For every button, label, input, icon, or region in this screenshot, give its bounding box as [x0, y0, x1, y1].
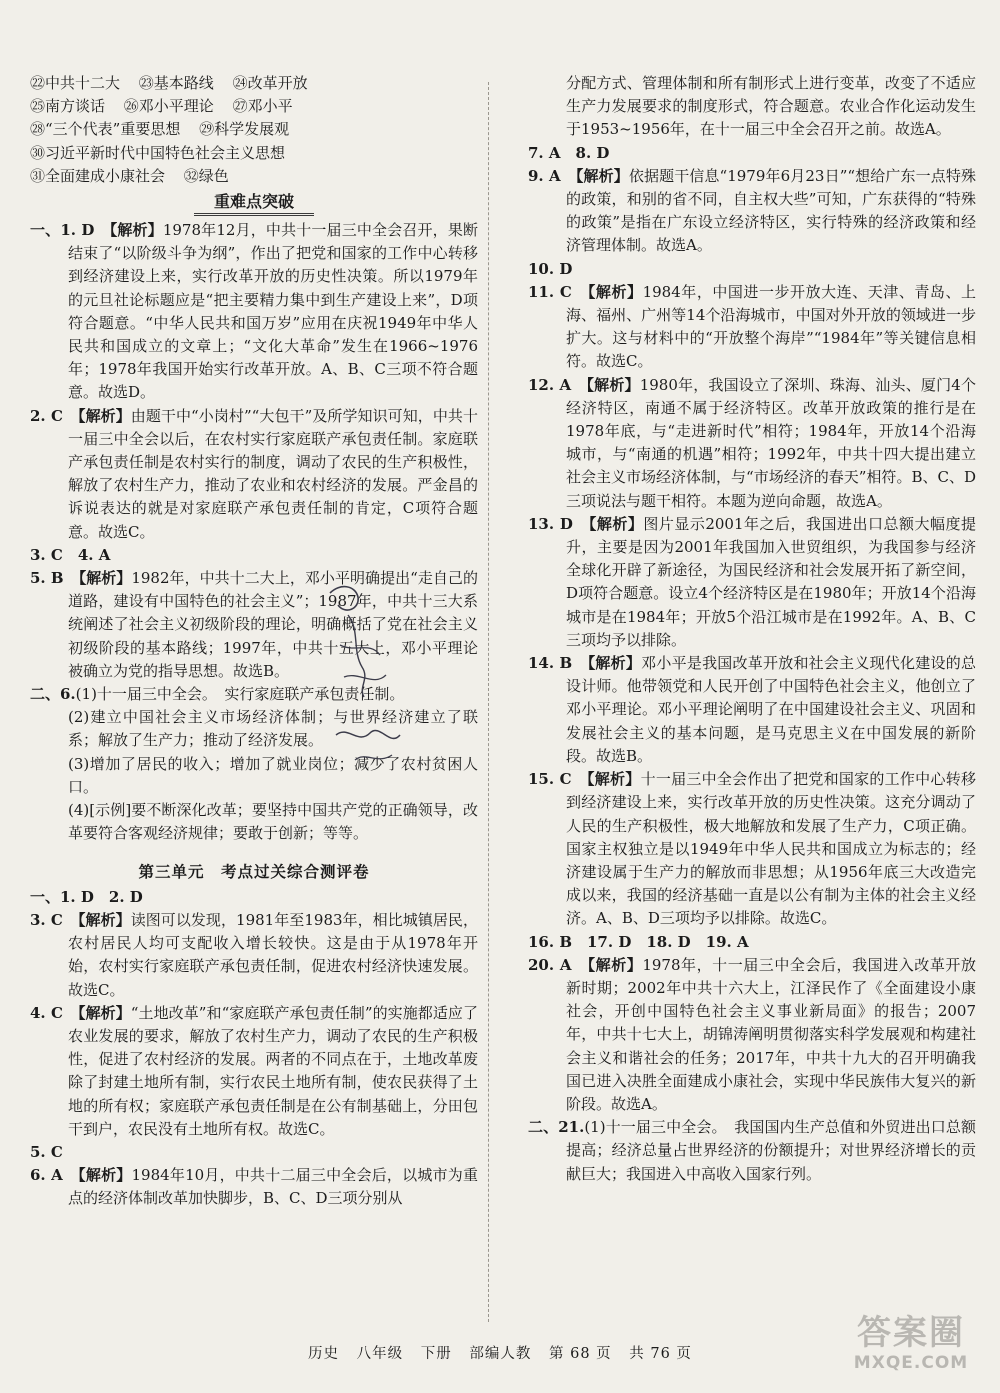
terms-row-4	[30, 142, 478, 165]
term: ㉔改革开放	[232, 74, 308, 92]
answer-item: 二、21.(1)十一届三中全会。 我国国内生产总值和外贸进出口总额提高；经济总量占世界经济的份额提升；对世界经济增长的贡献巨大；我国进入中高收入国家行列。	[528, 1118, 976, 1183]
term: ㉛全面建成小康社会	[30, 166, 166, 185]
answer-item: 3. C 4. A	[30, 545, 111, 564]
answer-subline: (4)[示例]要不断深化改革；要坚持中国共产党的正确领导，改革要符合客观经济规律；要敢于创新；等等。	[68, 801, 478, 843]
footer-grade: 八年级	[356, 1346, 404, 1362]
footer-volume: 下册	[420, 1346, 452, 1362]
answer-subline: (3)增加了居民的收入；增加了就业岗位；减少了农村贫困人口。	[68, 754, 478, 796]
unit-title: 第三单元 考点过关综合测评卷	[138, 861, 370, 881]
answer-item: 2. C 【解析】由题干中“小岗村”“大包干”及所学知识可知，中共十一届三中全会以后，在农村实行家庭联产承包责任制。家庭联产承包责任制是农村实行的制度，调动了农民的生产积极性，解放了农村生产力，推动了农业和农村经济的发展。严金昌的诉说表达的就是对家庭联产承包责任制的肯定，C项符合题意。故选C。	[30, 406, 478, 541]
answer-item: 14. B 【解析】邓小平是我国改革开放和社会主义现代化建设的总设计师。他带领党和人民开创了中国特色社会主义，他创立了邓小平理论。邓小平理论阐明了在中国建设社会主义、巩固和发展社会主义的基本问题，是马克思主义在中国发展的新阶段。故选B。	[528, 654, 976, 765]
term: ㉓基本路线	[138, 74, 214, 92]
key-terms-list	[30, 72, 478, 188]
term: ㉒中共十二大	[30, 74, 121, 92]
footer-page: 第 68 页	[548, 1346, 612, 1362]
answer-item: 15. C 【解析】十一届三中全会作出了把党和国家的工作中心转移到经济建设上来，实行改革开放的历史性决策。这充分调动了人民的生产积极性，极大地解放和发展了生产力，C项正确。国家主权独立是以1949年中华人民共和国成立为标志的；经济建设属于生产力的解放而非思想；从1956年底三大改造完成以来，我国的经济基础一直是以公有制为主体的社会主义经济。A、B、D三项均予以排除。故选C。	[528, 770, 976, 928]
right-column	[528, 72, 976, 1186]
answer-item: 3. C 【解析】读图可以发现，1981年至1983年，相比城镇居民，农村居民人均可支配收入增长较快。这是由于从1978年开始，农村实行家庭联产承包责任制，促进农村经济快速发展。故选C。	[30, 910, 478, 999]
term: ㉙科学发展观	[199, 120, 290, 139]
answer-item: 二、6.(1)十一届三中全会。 实行家庭联产承包责任制。	[30, 685, 405, 704]
answer-item: 16. B 17. D 18. D 19. A	[528, 932, 749, 951]
column-divider	[488, 82, 489, 1322]
answer-item: 11. C 【解析】1984年，中国进一步开放大连、天津、青岛、上海、福州、广州等14个沿海城市，中国对外开放的领域进一步扩大。这与材料中的“开放整个海岸”“1984年”等关键信息相符。故选C。	[528, 282, 976, 371]
answer-item: 9. A 【解析】依据题干信息“1979年6月23日”“想给广东一点特殊的政策，和别的省不同，自主权大些”可知，广东获得的“特殊的政策”是指在广东设立经济特区，实行特殊的经济政策和经济管理体制。故选A。	[528, 166, 976, 255]
answer-subline: (2)建立中国社会主义市场经济体制；与世界经济建立了联系；解放了生产力；推动了经济发展。	[68, 708, 478, 750]
answer-item: 4. C 【解析】“土地改革”和“家庭联产承包责任制”的实施都适应了农业发展的要求，解放了农村生产力，调动了农民的生产积极性，促进了农村经济的发展。两者的不同点在于，土地改革废除了封建土地所有制，实行农民土地所有制，使农民获得了土地的所有权；家庭联产承包责任制是在公有制基础上，分田包干到户，农民没有土地所有权。故选C。	[30, 1003, 478, 1138]
handwritten-pen-marks	[300, 575, 450, 775]
footer-total: 共 76 页	[629, 1346, 692, 1362]
answer-item: 5. B 【解析】1982年，中共十二大上，邓小平明确提出“走自己的道路，建设有中国特色的社会主义”；1987年，中共十三大系统阐述了社会主义初级阶段的理论，明确概括了党在社会主义初级阶段的基本路线；1997年，中共十五大上，邓小平理论被确立为党的指导思想。故选B。	[30, 569, 478, 680]
term: ㉖邓小平理论	[123, 97, 214, 116]
answer-item: 7. A 8. D	[528, 143, 610, 162]
terms-row-1	[30, 72, 478, 95]
footer-edition: 部编人教	[469, 1346, 532, 1362]
terms-row-5	[30, 165, 478, 188]
section-heading: 重难点突破	[194, 190, 314, 216]
answer-item: 12. A 【解析】1980年，我国设立了深圳、珠海、汕头、厦门4个经济特区，南通不属于经济特区。改革开放政策的推行是在1978年底，与“走进新时代”相符；1984年，开放14个沿海城市，与“南通的机遇”相符；1992年，中共十四大提出建立社会主义市场经济体制，与“市场经济的春天”相符。B、C、D三项说法与题干相符。本题为逆向命题，故选A。	[528, 375, 976, 510]
answer-item: 10. D	[528, 259, 573, 278]
term: ㉕南方谈话	[30, 97, 106, 116]
term: ㉜绿色	[183, 166, 229, 185]
footer-subject: 历史	[308, 1346, 340, 1362]
term: ㉘“三个代表”重要思想	[30, 120, 181, 139]
term: ㉚习近平新时代中国特色社会主义思想	[30, 143, 286, 162]
watermark-logo: 答案圈 MXQE.COM	[853, 1313, 969, 1373]
answer-item: 13. D 【解析】图片显示2001年之后，我国进出口总额大幅度提升，主要是因为2001年我国加入世贸组织，为我国参与经济全球化开辟了新途径，为国民经济和社会发展开拓了新空间，D项符合题意。设立4个经济特区是在1980年；开放14个沿海城市是在1984年；开放5个沿江城市是在1992年。A、B、C三项均予以排除。	[528, 514, 976, 649]
terms-row-2	[30, 95, 478, 118]
terms-row-3	[30, 118, 478, 141]
answer-item: 6. A 【解析】1984年10月，中共十二届三中全会后，以城市为重点的经济体制改革加快脚步，B、C、D三项分别从	[30, 1166, 478, 1208]
answer-item: 5. C	[30, 1142, 63, 1161]
term: ㉗邓小平	[232, 97, 293, 116]
answer-continuation: 分配方式、管理体制和所有制形式上进行变革，改变了不适应生产力发展要求的制度形式，符合题意。农业合作化运动发生于1953~1956年，在十一届三中全会召开之前。故选A。	[566, 74, 976, 139]
answer-item: 一、1. D 2. D	[30, 887, 143, 906]
answer-item: 一、1. D 【解析】1978年12月，中共十一届三中全会召开，果断结束了“以阶级斗争为纲”，作出了把党和国家的工作中心转移到经济建设上来，实行改革开放的历史性决策。所以1979年的元旦社论标题应是“把主要精力集中到生产建设上来”，D项符合题意。“中华人民共和国万岁”应用在庆祝1949年中华人民共和国成立的文章上；“文化大革命”发生在1966~1976年；1978年我国开始实行改革开放。A、B、C三项不符合题意。故选D。	[30, 221, 478, 402]
answer-item: 20. A 【解析】1978年，十一届三中全会后，我国进入改革开放新时期；2002年中共十六大上，江泽民作了《全面建设小康社会，开创中国特色社会主义事业新局面》的报告；2007年，中共十七大上，胡锦涛阐明贯彻落实科学发展观和构建社会主义和谐社会的任务；2017年，中共十九大的召开明确我国已进入决胜全面建成小康社会，实现中华民族伟大复兴的新阶段。故选A。	[528, 955, 976, 1113]
